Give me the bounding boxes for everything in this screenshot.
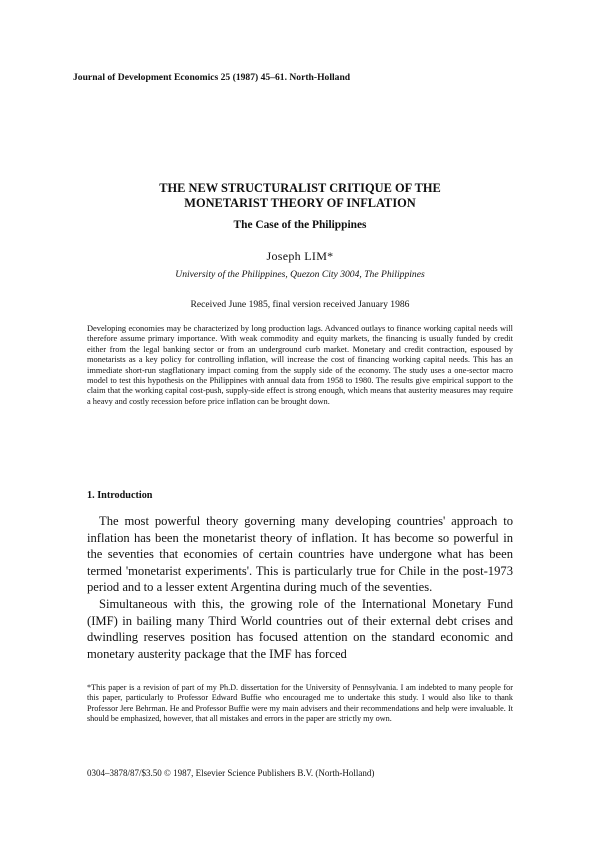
author-name: Joseph LIM* xyxy=(266,249,334,263)
footnote: *This paper is a revision of part of my Ph.D. dissertation for the University of Pennsylvania. I am indebted to many people for this paper, particularly to Professor Edward Buffie who encouraged me to undertake this study. I would also like to thank Professor Jere Behrman. He and Professor Buffie were my main advisers and their recommendations and help were invaluable. It should be emphasized, however, that all mistakes and errors in the paper are strictly my own. xyxy=(87,683,513,723)
title-line-1: THE NEW STRUCTURALIST CRITIQUE OF THE xyxy=(159,181,441,195)
abstract: Developing economies may be characterized by long production lags. Advanced outlays to finance working capital needs will therefore assume primary importance. With weak commodity and equity markets, the financing is usually funded by credit either from the legal banking sector or from an underground curb market. Monetary and credit contraction, espoused by monetarists as a key policy for controlling inflation, will increase the cost of financing working capital needs. This has an immediate short-run stagflationary impact coming from the supply side of the economy. The study uses a one-sector macro model to test this hypothesis on the Philippines with annual data from 1958 to 1980. The results give empirical support to the claim that the working capital cost-push, supply-side effect is strong enough, which means that austerity measures may require a heavy and costly recession before price inflation can be brought down. xyxy=(87,324,513,406)
received-dates: Received June 1985, final version received January 1986 xyxy=(190,299,410,310)
body-text xyxy=(87,513,513,662)
journal-header: Journal of Development Economics 25 (1987) 45–61. North-Holland xyxy=(73,72,351,83)
title-block xyxy=(73,181,527,310)
article-subtitle: The Case of the Philippines xyxy=(233,219,367,231)
paragraph: The most powerful theory governing many developing countries' approach to inflation has been the monetarist theory of inflation. It has become so powerful in the seventies that economies of certain countries have undergone what has been termed 'monetarist experiments'. This is particularly true for Chile in the post-1973 period and to a lesser extent Argentina during much of the seventies. xyxy=(87,514,513,595)
section-heading: 1. Introduction xyxy=(87,490,153,501)
paragraph: Simultaneous with this, the growing role of the International Monetary Fund (IMF) in bailing many Third World countries out of their external debt crises and dwindling reserves position has focused attention on the standard economic and monetary austerity package that the IMF has forced xyxy=(87,596,513,661)
copyright-line: 0304–3878/87/$3.50 © 1987, Elsevier Science Publishers B.V. (North-Holland) xyxy=(87,768,375,778)
title-line-2: MONETARIST THEORY OF INFLATION xyxy=(184,196,416,210)
author-affiliation: University of the Philippines, Quezon City 3004, The Philippines xyxy=(175,269,425,280)
article-title xyxy=(73,181,527,211)
